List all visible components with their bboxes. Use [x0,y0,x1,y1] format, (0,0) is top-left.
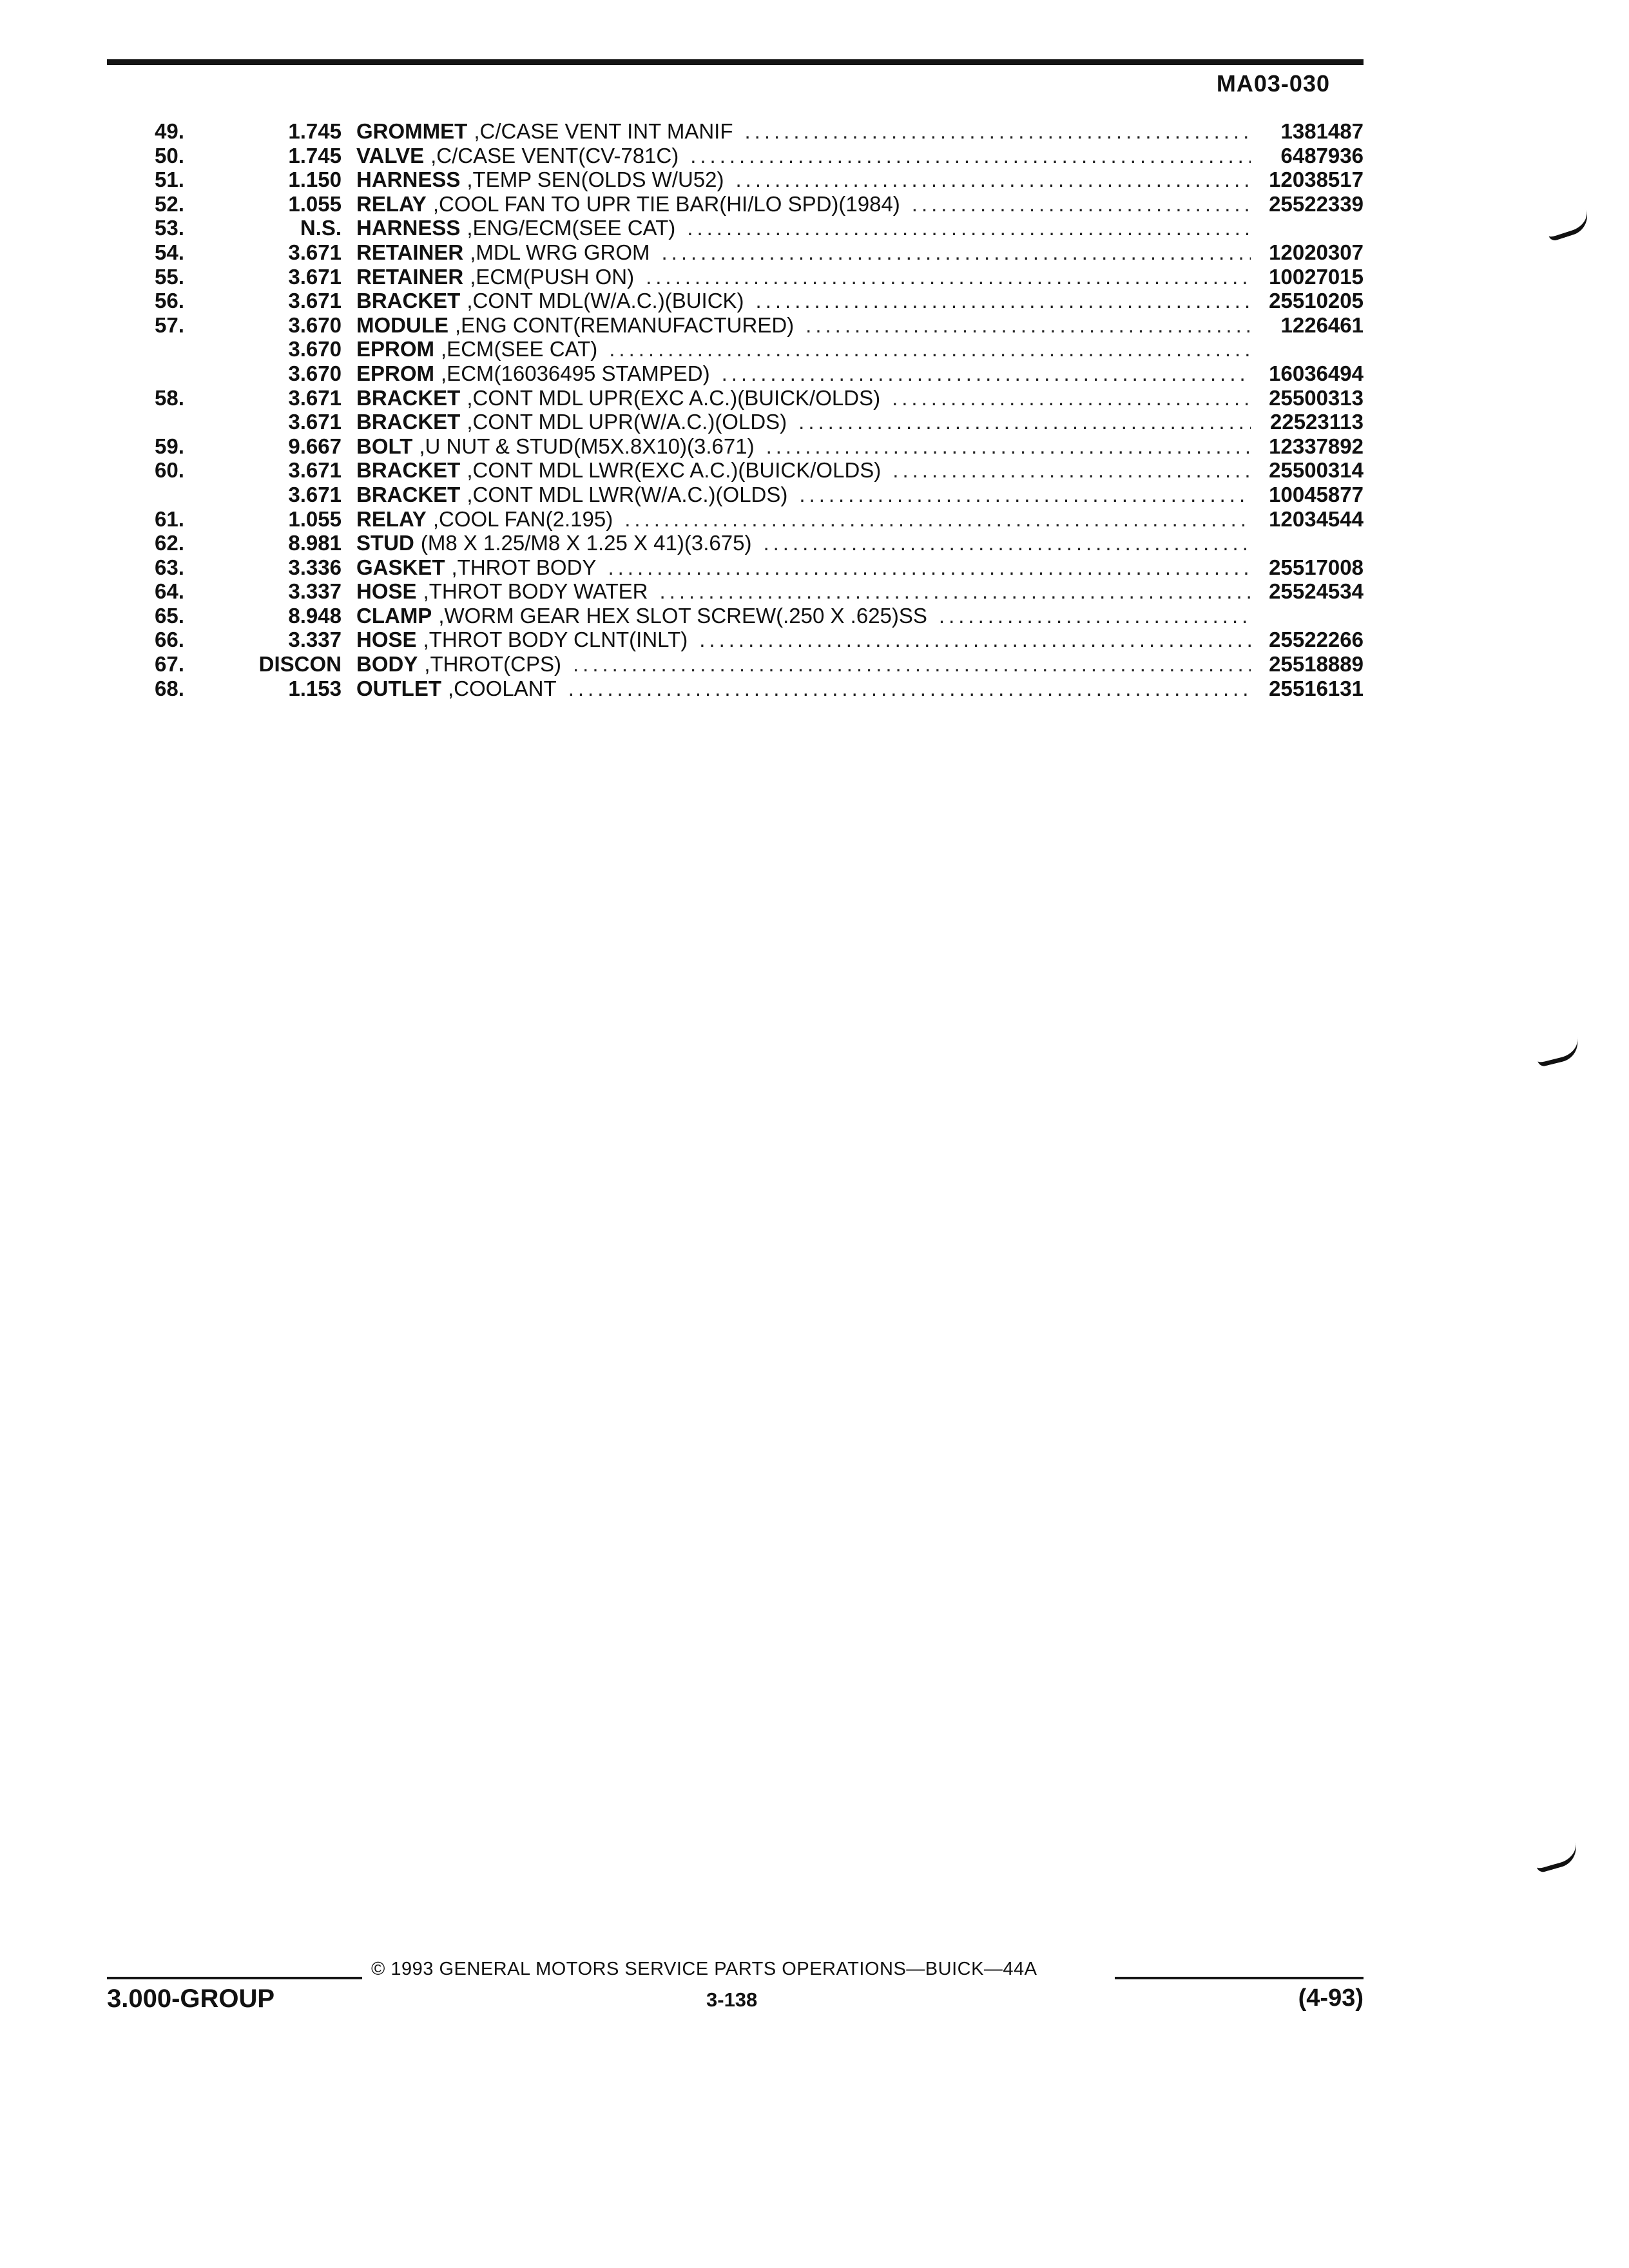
list-item [107,458,1364,483]
part-name: HARNESS [356,168,461,192]
group-number: 3.671 [288,458,342,483]
part-number: 1381487 [1280,119,1364,143]
group-number: 3.671 [288,289,342,313]
page-footer [107,1959,1364,2036]
item-number: 52. [155,191,184,216]
revision-date: (4-93) [1298,1984,1364,2012]
item-number: 64. [155,579,184,604]
dot-leader [755,434,1251,459]
dot-leader [794,313,1251,338]
copyright-line: © 1993 GENERAL MOTORS SERVICE PARTS OPERATIONS—BUICK—44A [371,1959,1037,1979]
part-number: 25518889 [1269,652,1364,677]
part-description [356,216,1251,240]
dot-leader [597,337,1251,361]
part-spec: ,TEMP SEN(OLDS W/U52) [467,168,724,192]
list-item [107,386,1364,410]
list-item [107,555,1364,580]
part-number: 10045877 [1269,482,1364,506]
part-spec: ,WORM GEAR HEX SLOT SCREW(.250 X .625)SS [438,603,927,628]
group-number: 3.671 [288,240,342,264]
group-number: 9.667 [288,434,342,458]
part-number: 25510205 [1269,289,1364,313]
list-item [107,677,1364,701]
item-number: 59. [155,434,184,458]
part-name: HOSE [356,579,417,604]
list-item [107,337,1364,361]
list-item [107,507,1364,532]
item-number: 60. [155,458,184,483]
part-spec: ,ECM(16036495 STAMPED) [441,361,710,385]
part-name: RELAY [356,506,427,531]
part-number: 12337892 [1269,434,1364,458]
group-number: 3.670 [288,337,342,361]
group-number: 1.150 [288,168,342,192]
part-description [356,628,1251,652]
group-number: 1.055 [288,506,342,531]
part-number: 10027015 [1269,264,1364,289]
dot-leader [648,579,1251,604]
dot-leader [744,289,1251,313]
part-description [356,168,1251,192]
dot-leader [880,386,1251,410]
dot-leader [561,652,1251,677]
group-number: 3.337 [288,628,342,652]
part-name: BRACKET [356,289,461,313]
part-name: BRACKET [356,482,461,506]
part-name: GROMMET [356,119,468,143]
footer-rule-left [107,1977,362,1979]
part-name: BRACKET [356,458,461,483]
part-description [356,337,1251,361]
document-code: MA03-030 [1216,70,1330,97]
group-number: 3.670 [288,312,342,337]
group-number: 3.671 [288,385,342,410]
part-name: MODULE [356,312,448,337]
part-number: 25500314 [1269,458,1364,483]
item-number: 56. [155,289,184,313]
part-spec: ,CONT MDL UPR(W/A.C.)(OLDS) [467,410,787,434]
dot-leader [900,192,1251,216]
part-description [356,240,1251,265]
part-name: RETAINER [356,240,464,264]
list-item [107,361,1364,386]
part-name: BODY [356,652,418,677]
item-number: 53. [155,216,184,240]
part-number: 25516131 [1269,676,1364,700]
part-name: OUTLET [356,676,441,700]
part-spec: ,ECM(PUSH ON) [470,264,635,289]
item-number: 67. [155,652,184,677]
part-name: EPROM [356,337,435,361]
part-spec: ,COOL FAN TO UPR TIE BAR(HI/LO SPD)(1984) [432,191,900,216]
part-name: HOSE [356,628,417,652]
dot-leader [881,458,1251,483]
part-number: 25517008 [1269,555,1364,579]
dot-leader [557,677,1251,701]
parts-list [107,119,1364,700]
part-spec: (M8 X 1.25/M8 X 1.25 X 41)(3.675) [420,531,752,555]
part-number: 1226461 [1280,312,1364,337]
part-spec: ,C/CASE VENT INT MANIF [474,119,733,143]
part-spec: ,U NUT & STUD(M5X.8X10)(3.671) [419,434,755,458]
list-item [107,144,1364,168]
dot-leader [710,361,1251,386]
part-number: 25500313 [1269,385,1364,410]
group-number: 1.745 [288,143,342,168]
page-number: 3-138 [706,1988,758,2011]
list-item [107,628,1364,652]
part-name: RETAINER [356,264,464,289]
part-description [356,434,1251,459]
list-item [107,483,1364,507]
item-number: 54. [155,240,184,264]
part-number: 22523113 [1269,410,1364,434]
group-number: 3.336 [288,555,342,579]
part-name: VALVE [356,143,425,168]
dot-leader [927,604,1251,628]
part-description [356,144,1251,168]
part-name: BRACKET [356,410,461,434]
part-spec: ,THROT BODY WATER [423,579,648,604]
group-number: 1.055 [288,191,342,216]
dot-leader [733,119,1251,144]
group-number: DISCON [258,652,342,677]
list-item [107,192,1364,216]
dot-leader [751,531,1251,555]
part-number: 12038517 [1269,168,1364,192]
dot-leader [650,240,1251,265]
part-description [356,531,1251,555]
part-spec: ,COOL FAN(2.195) [432,506,613,531]
list-item [107,216,1364,240]
part-number: 16036494 [1269,361,1364,385]
part-description [356,677,1251,701]
item-number: 68. [155,676,184,700]
dot-leader [596,555,1251,580]
part-number: 6487936 [1280,143,1364,168]
dot-leader [675,216,1251,240]
list-item [107,604,1364,628]
part-description [356,652,1251,677]
part-spec: ,CONT MDL UPR(EXC A.C.)(BUICK/OLDS) [467,385,881,410]
binder-hole-mark [1533,1842,1581,1874]
list-item [107,652,1364,677]
part-name: CLAMP [356,603,432,628]
part-description [356,289,1251,313]
item-number: 61. [155,506,184,531]
list-item [107,240,1364,265]
dot-leader [688,628,1251,652]
list-item [107,119,1364,144]
group-number: 3.337 [288,579,342,604]
part-description [356,119,1251,144]
part-spec: ,THROT BODY [451,555,597,579]
list-item [107,289,1364,313]
part-name: RELAY [356,191,427,216]
binder-hole-mark [1545,209,1592,242]
item-number: 51. [155,168,184,192]
part-spec: ,THROT(CPS) [424,652,561,677]
part-spec: ,C/CASE VENT(CV-781C) [430,143,679,168]
group-number: 1.745 [288,119,342,143]
item-number: 57. [155,312,184,337]
part-description [356,507,1251,532]
item-number: 62. [155,531,184,555]
part-number: 25522339 [1269,191,1364,216]
part-name: STUD [356,531,414,555]
part-spec: ,CONT MDL LWR(W/A.C.)(OLDS) [467,482,788,506]
item-number: 50. [155,143,184,168]
group-number: 3.670 [288,361,342,385]
part-description [356,579,1251,604]
item-number: 49. [155,119,184,143]
list-item [107,434,1364,459]
part-description [356,555,1251,580]
group-number: 8.981 [288,531,342,555]
part-description [356,386,1251,410]
group-number: 8.948 [288,603,342,628]
part-spec: ,ENG CONT(REMANUFACTURED) [455,312,795,337]
part-name: BOLT [356,434,413,458]
group-label: 3.000-GROUP [107,1984,275,2013]
list-item [107,579,1364,604]
list-item [107,410,1364,434]
part-spec: ,COOLANT [447,676,557,700]
group-number: N.S. [300,216,342,240]
part-description [356,313,1251,338]
list-item [107,168,1364,192]
part-description [356,410,1251,434]
part-spec: ,CONT MDL(W/A.C.)(BUICK) [467,289,744,313]
group-number: 3.671 [288,264,342,289]
group-number: 1.153 [288,676,342,700]
part-spec: ,MDL WRG GROM [470,240,650,264]
part-name: HARNESS [356,216,461,240]
top-rule [107,59,1364,65]
item-number: 66. [155,628,184,652]
part-number: 12034544 [1269,506,1364,531]
dot-leader [787,410,1251,434]
part-description [356,192,1251,216]
part-number: 25522266 [1269,628,1364,652]
dot-leader [613,507,1251,532]
part-number: 25524534 [1269,579,1364,604]
part-description [356,361,1251,386]
group-number: 3.671 [288,410,342,434]
part-name: GASKET [356,555,445,579]
part-description [356,604,1251,628]
group-number: 3.671 [288,482,342,506]
item-number: 55. [155,264,184,289]
part-spec: ,CONT MDL LWR(EXC A.C.)(BUICK/OLDS) [467,458,882,483]
list-item [107,313,1364,338]
item-number: 58. [155,385,184,410]
dot-leader [679,144,1251,168]
dot-leader [787,483,1251,507]
list-item [107,265,1364,289]
part-description [356,483,1251,507]
part-name: BRACKET [356,385,461,410]
item-number: 65. [155,603,184,628]
part-number: 12020307 [1269,240,1364,264]
footer-rule-right [1115,1977,1364,1979]
list-item [107,531,1364,555]
part-spec: ,ECM(SEE CAT) [441,337,598,361]
part-spec: ,ENG/ECM(SEE CAT) [467,216,676,240]
binder-hole-mark [1534,1037,1581,1068]
part-name: EPROM [356,361,435,385]
part-spec: ,THROT BODY CLNT(INLT) [423,628,688,652]
part-description [356,458,1251,483]
dot-leader [634,265,1251,289]
dot-leader [724,168,1251,192]
item-number: 63. [155,555,184,579]
part-description [356,265,1251,289]
